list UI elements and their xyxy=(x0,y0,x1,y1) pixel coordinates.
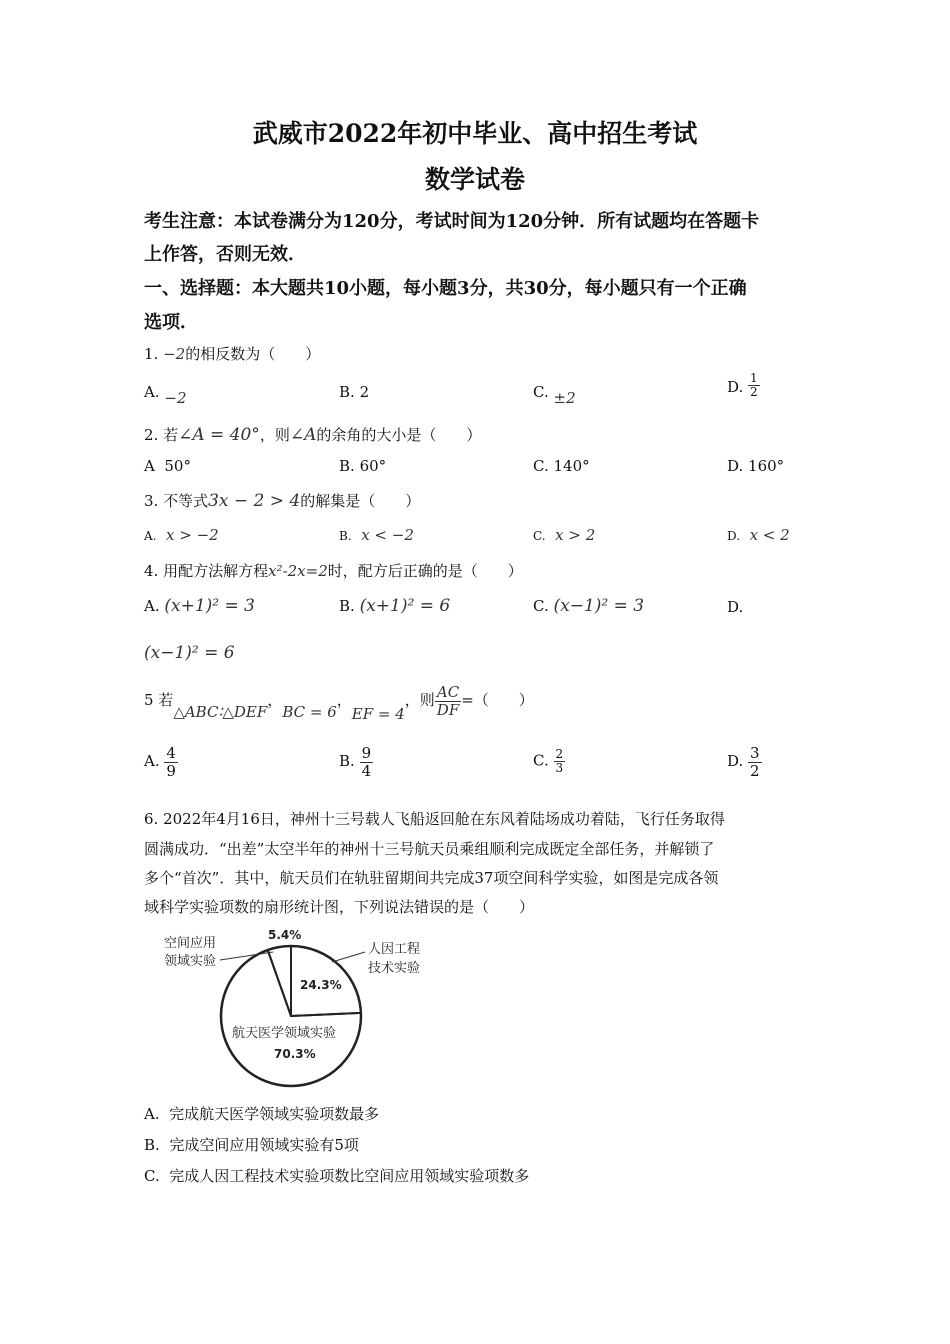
q3-option-b[interactable]: B. x < −2 xyxy=(339,526,414,544)
q4-option-c[interactable]: C. (x−1)² = 3 xyxy=(533,596,645,616)
q5-option-a[interactable]: A. $\frac{4}{9}$ xyxy=(144,744,176,780)
label-space-application-1: 空间应用 xyxy=(164,936,217,951)
q5-option-d[interactable]: D. $\frac{3}{2}$ xyxy=(727,744,760,780)
notice-line-2: 上作答，否则无效． xyxy=(144,244,306,265)
q1-option-c[interactable]: C. ±2 xyxy=(533,383,576,407)
leader-line-space-application xyxy=(220,952,273,960)
question-6-line-4: 域科学实验项数的扇形统计图，下列说法错误的是（ ） xyxy=(144,898,535,916)
q1-option-a[interactable]: A. −2 xyxy=(144,383,187,407)
q6-option-c[interactable]: C. 完成人因工程技术实验项数比空间应用领域实验项数多 xyxy=(144,1167,530,1185)
value-human-factors: 24.3% xyxy=(300,978,342,992)
q5-option-b[interactable]: B. $\frac{9}{4}$ xyxy=(339,744,372,780)
notice-line-1: 考生注意：本试卷满分为120分，考试时间为120分钟．所有试题均在答题卡 xyxy=(144,211,760,232)
pie-chart xyxy=(140,925,460,1090)
value-space-application: 5.4% xyxy=(268,928,302,942)
label-human-factors-1: 人因工程 xyxy=(368,942,421,957)
label-human-factors-2: 技术实验 xyxy=(368,961,421,976)
question-3-stem: 3. 不等式3x − 2 > 4的解集是（ ） xyxy=(144,491,421,511)
q4-option-b[interactable]: B. (x+1)² = 6 xyxy=(339,596,451,616)
section-heading-1: 一、选择题：本大题共10小题，每小题3分，共30分，每小题只有一个正确 xyxy=(144,278,747,299)
question-6-line-3: 多个“首次”．其中，航天员们在轨驻留期间共完成37项空间科学实验，如图是完成各领 xyxy=(144,869,719,887)
question-6-line-1: 6. 2022年4月16日，神州十三号载人飞船返回舱在东风着陆场成功着陆，飞行任务取得 xyxy=(144,810,725,828)
q2-option-d[interactable]: D. 160° xyxy=(727,457,785,475)
q1-option-b[interactable]: B. 2 xyxy=(339,383,370,401)
q2-option-c[interactable]: C. 140° xyxy=(533,457,590,475)
q1-option-d[interactable]: D. $\frac{1}{2}$ xyxy=(727,371,758,400)
question-6-line-2: 圆满成功．“出差”太空半年的神州十三号航天员乘组顺利完成既定全部任务，并解锁了 xyxy=(144,840,715,858)
question-2-stem: 2. 若∠A = 40°，则∠A的余角的大小是（ ） xyxy=(144,425,482,445)
q4-option-d-key[interactable]: D. xyxy=(727,598,744,616)
q4-option-a[interactable]: A. (x+1)² = 3 xyxy=(144,596,255,616)
label-space-medicine: 航天医学领域实验 xyxy=(232,1026,337,1041)
question-1-stem: 1. −2的相反数为（ ） xyxy=(144,345,321,363)
exam-title: 武威市2022年初中毕业、高中招生考试 xyxy=(252,119,698,148)
question-5-stem: 5 若△ABC∶△DEF，BC = 6，EF = 4，则 $\frac{AC}{DF}$ =（ ） xyxy=(144,683,534,723)
q3-option-d[interactable]: D. x < 2 xyxy=(727,526,790,544)
q5-option-c[interactable]: C. $\frac{2}{3}$ xyxy=(533,747,564,776)
question-4-stem: 4. 用配方法解方程x²-2x=2时，配方后正确的是（ ） xyxy=(144,562,523,580)
q6-option-b[interactable]: B. 完成空间应用领域实验有5项 xyxy=(144,1136,359,1154)
exam-subtitle: 数学试卷 xyxy=(424,165,525,194)
q3-option-c[interactable]: C. x > 2 xyxy=(533,526,596,544)
section-heading-2: 选项． xyxy=(144,312,198,333)
leader-line-human-factors xyxy=(332,952,365,962)
q6-option-a[interactable]: A. 完成航天医学领域实验项数最多 xyxy=(144,1105,380,1123)
label-space-application-2: 领域实验 xyxy=(164,954,217,969)
value-space-medicine: 70.3% xyxy=(274,1047,316,1061)
q4-option-d-value[interactable]: (x−1)² = 6 xyxy=(144,643,235,663)
q2-option-b[interactable]: B. 60° xyxy=(339,457,387,475)
q3-option-a[interactable]: A. x > −2 xyxy=(144,526,219,544)
q2-option-a[interactable]: A 50° xyxy=(144,457,191,475)
